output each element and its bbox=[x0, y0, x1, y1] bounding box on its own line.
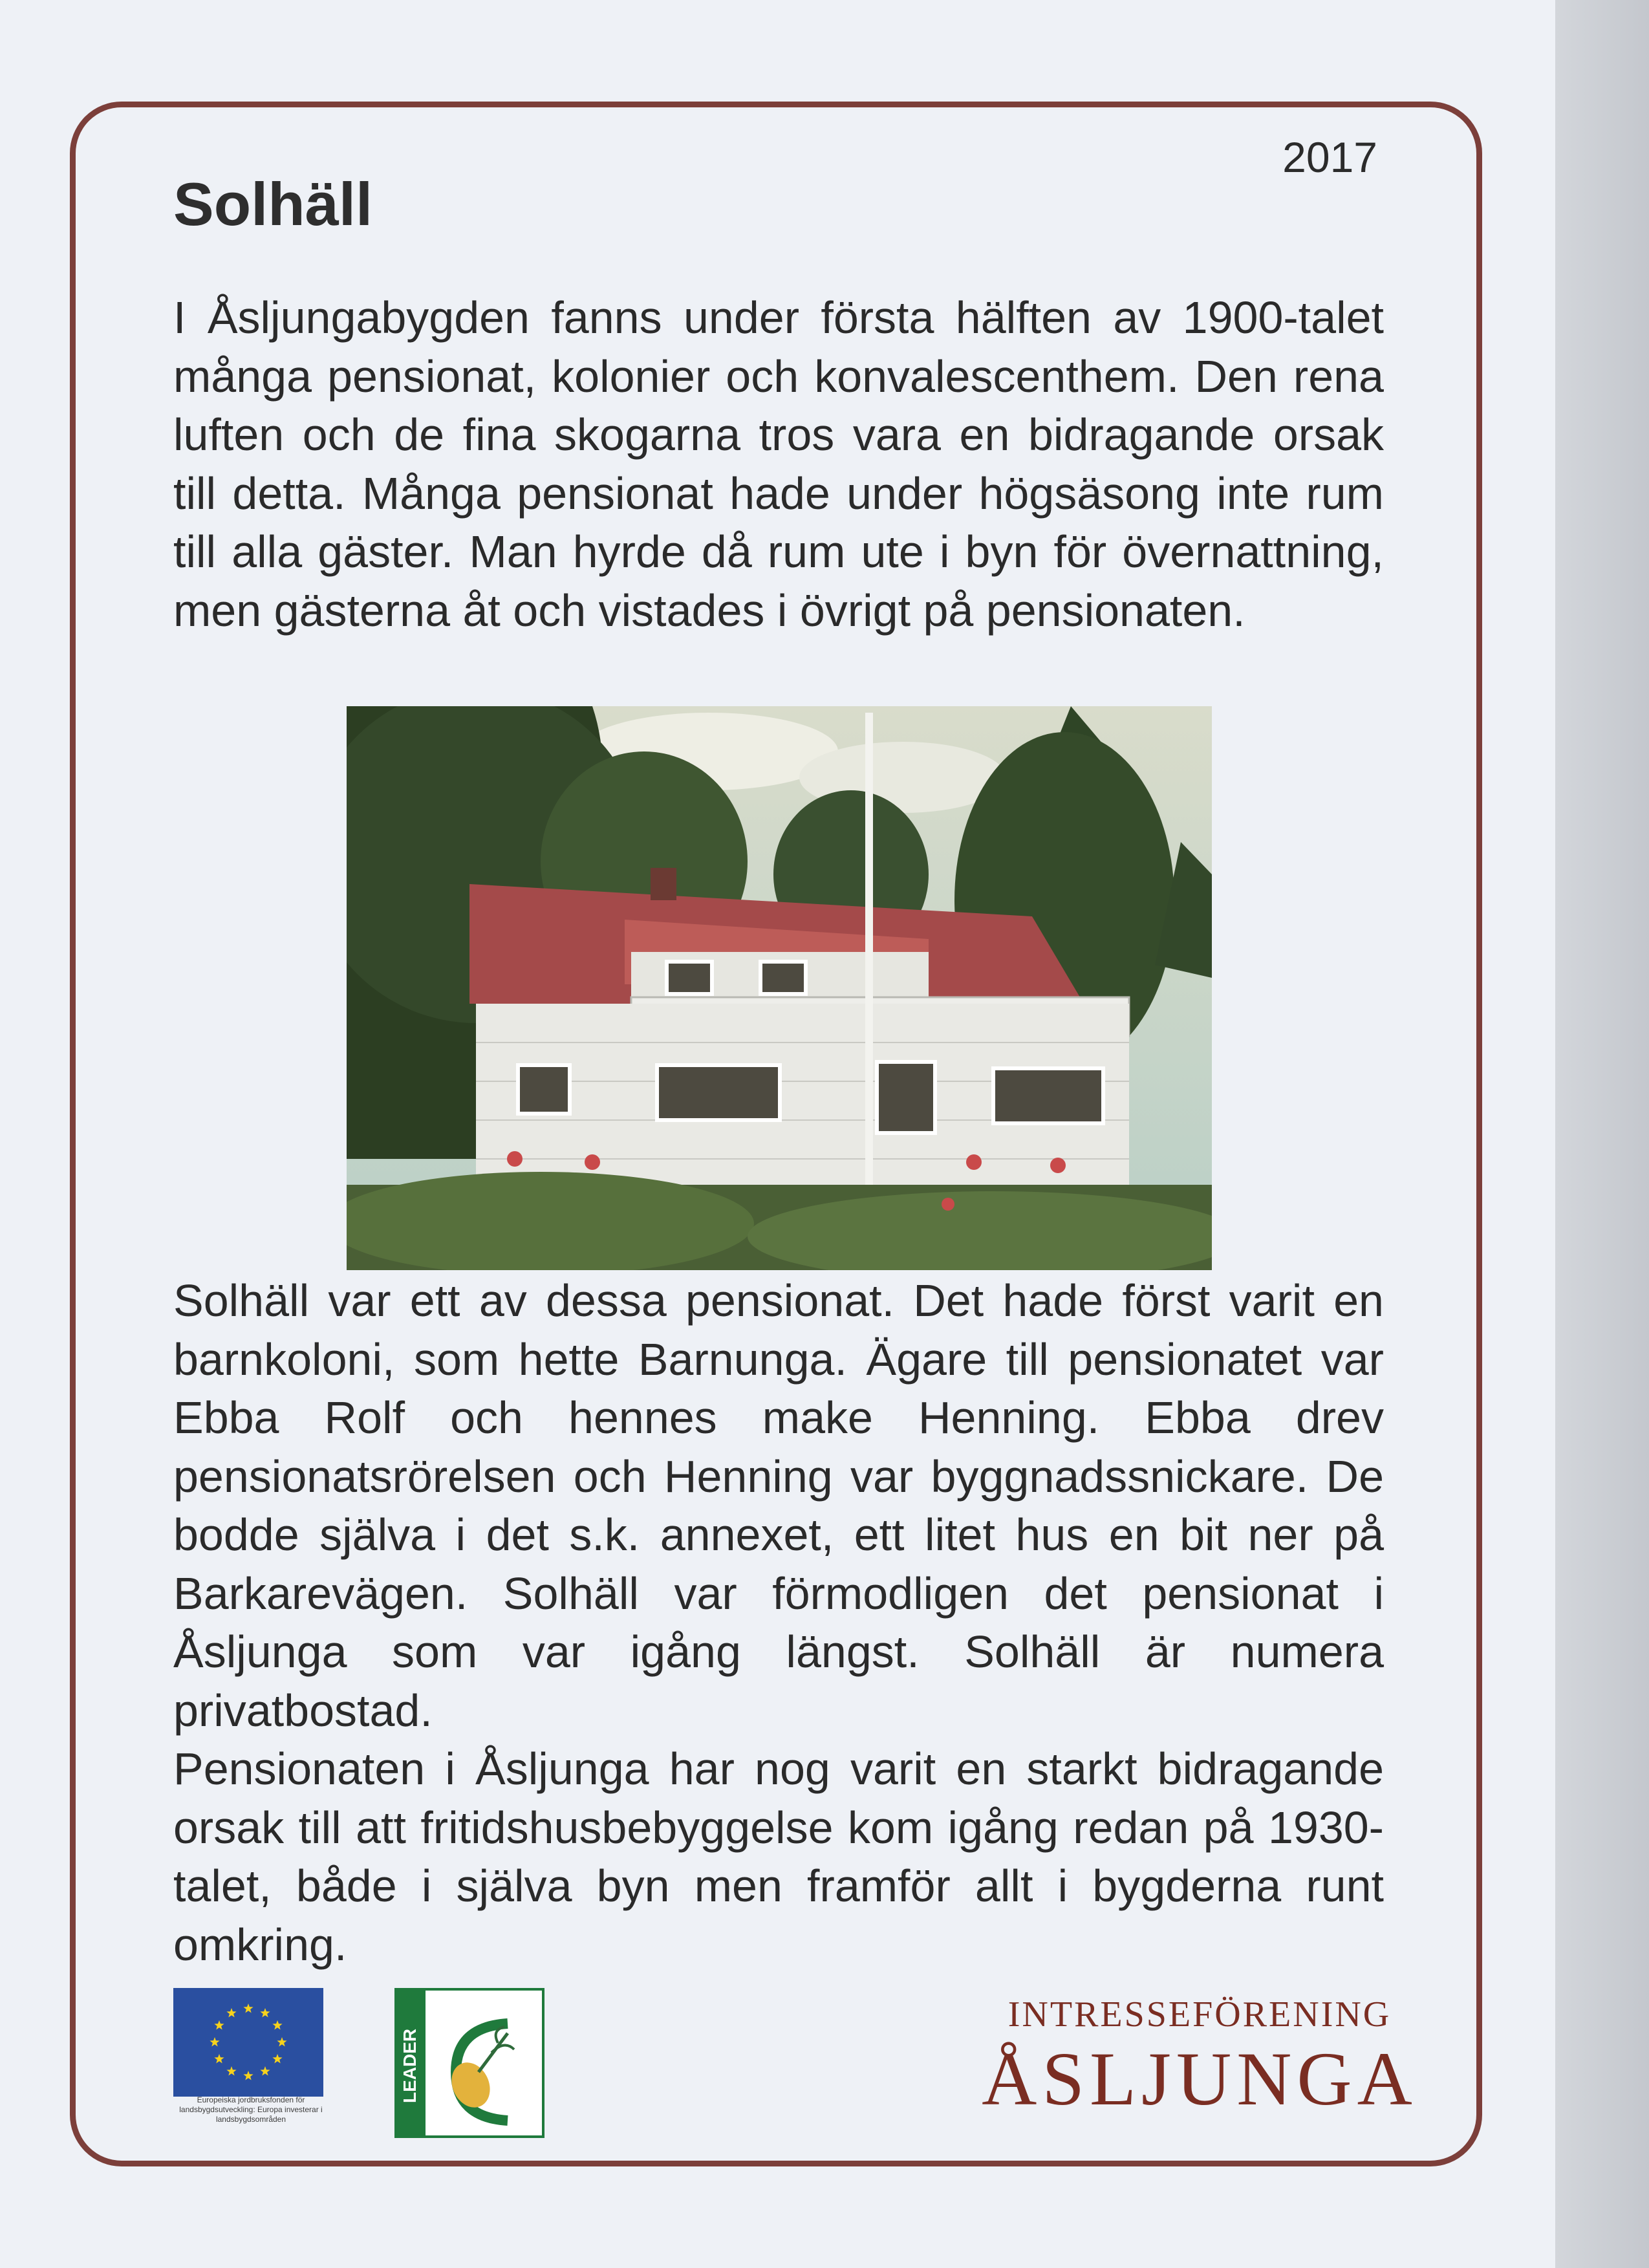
eu-flag-logo bbox=[173, 1988, 323, 2097]
closing-paragraph: Pensionaten i Åsljunga har nog varit en starkt bidragande orsak till att fritidshusbebyggelse kom igång redan på 1930-talet, både i själva byn men framför allt i bygderna runt omkring. bbox=[173, 1744, 1384, 1970]
leader-label: LEADER bbox=[400, 2028, 420, 2103]
house-photo bbox=[347, 706, 1212, 1270]
association-logo bbox=[938, 1992, 1461, 2121]
eu-caption: Europeiska jordbruksfonden för landsbygdsutveckling: Europa investerar i landsbygdsområden bbox=[179, 2095, 323, 2124]
association-name: ÅSLJUNGA bbox=[982, 2036, 1417, 2121]
year-label: 2017 bbox=[1282, 133, 1377, 181]
intro-paragraph: I Åsljungabygden fanns under första hälften av 1900-talet många pensionat, kolonier och konvalescenthem. Den rena luften och de fina skogarna tros vara en bidragande orsak till detta. Många pensionat hade under högsäsong inte rum till alla gäster. Man hyrde då rum ute i byn för övernattning, men gästerna åt och vistades i övrigt på pensionaten. bbox=[173, 292, 1384, 636]
association-line1: INTRESSEFÖRENING bbox=[1008, 1994, 1392, 2035]
leader-logo bbox=[394, 1988, 544, 2138]
scan-edge bbox=[1555, 0, 1649, 2268]
page-title: Solhäll bbox=[173, 170, 373, 238]
solhall-paragraph: Solhäll var ett av dessa pensionat. Det hade först varit en barnkoloni, som hette Barnunga. Ägare till pensionatet var Ebba Rolf och hennes make Henning. Ebba drev pensionatsrörelsen och Henning var byggnadssnickare. De bodde själva i det s.k. annexet, ett litet hus en bit ner på Barkarevägen. Solhäll var förmodligen det pensionat i Åsljunga som var igång längst. Solhäll är numera privatbostad. bbox=[173, 1275, 1384, 1736]
